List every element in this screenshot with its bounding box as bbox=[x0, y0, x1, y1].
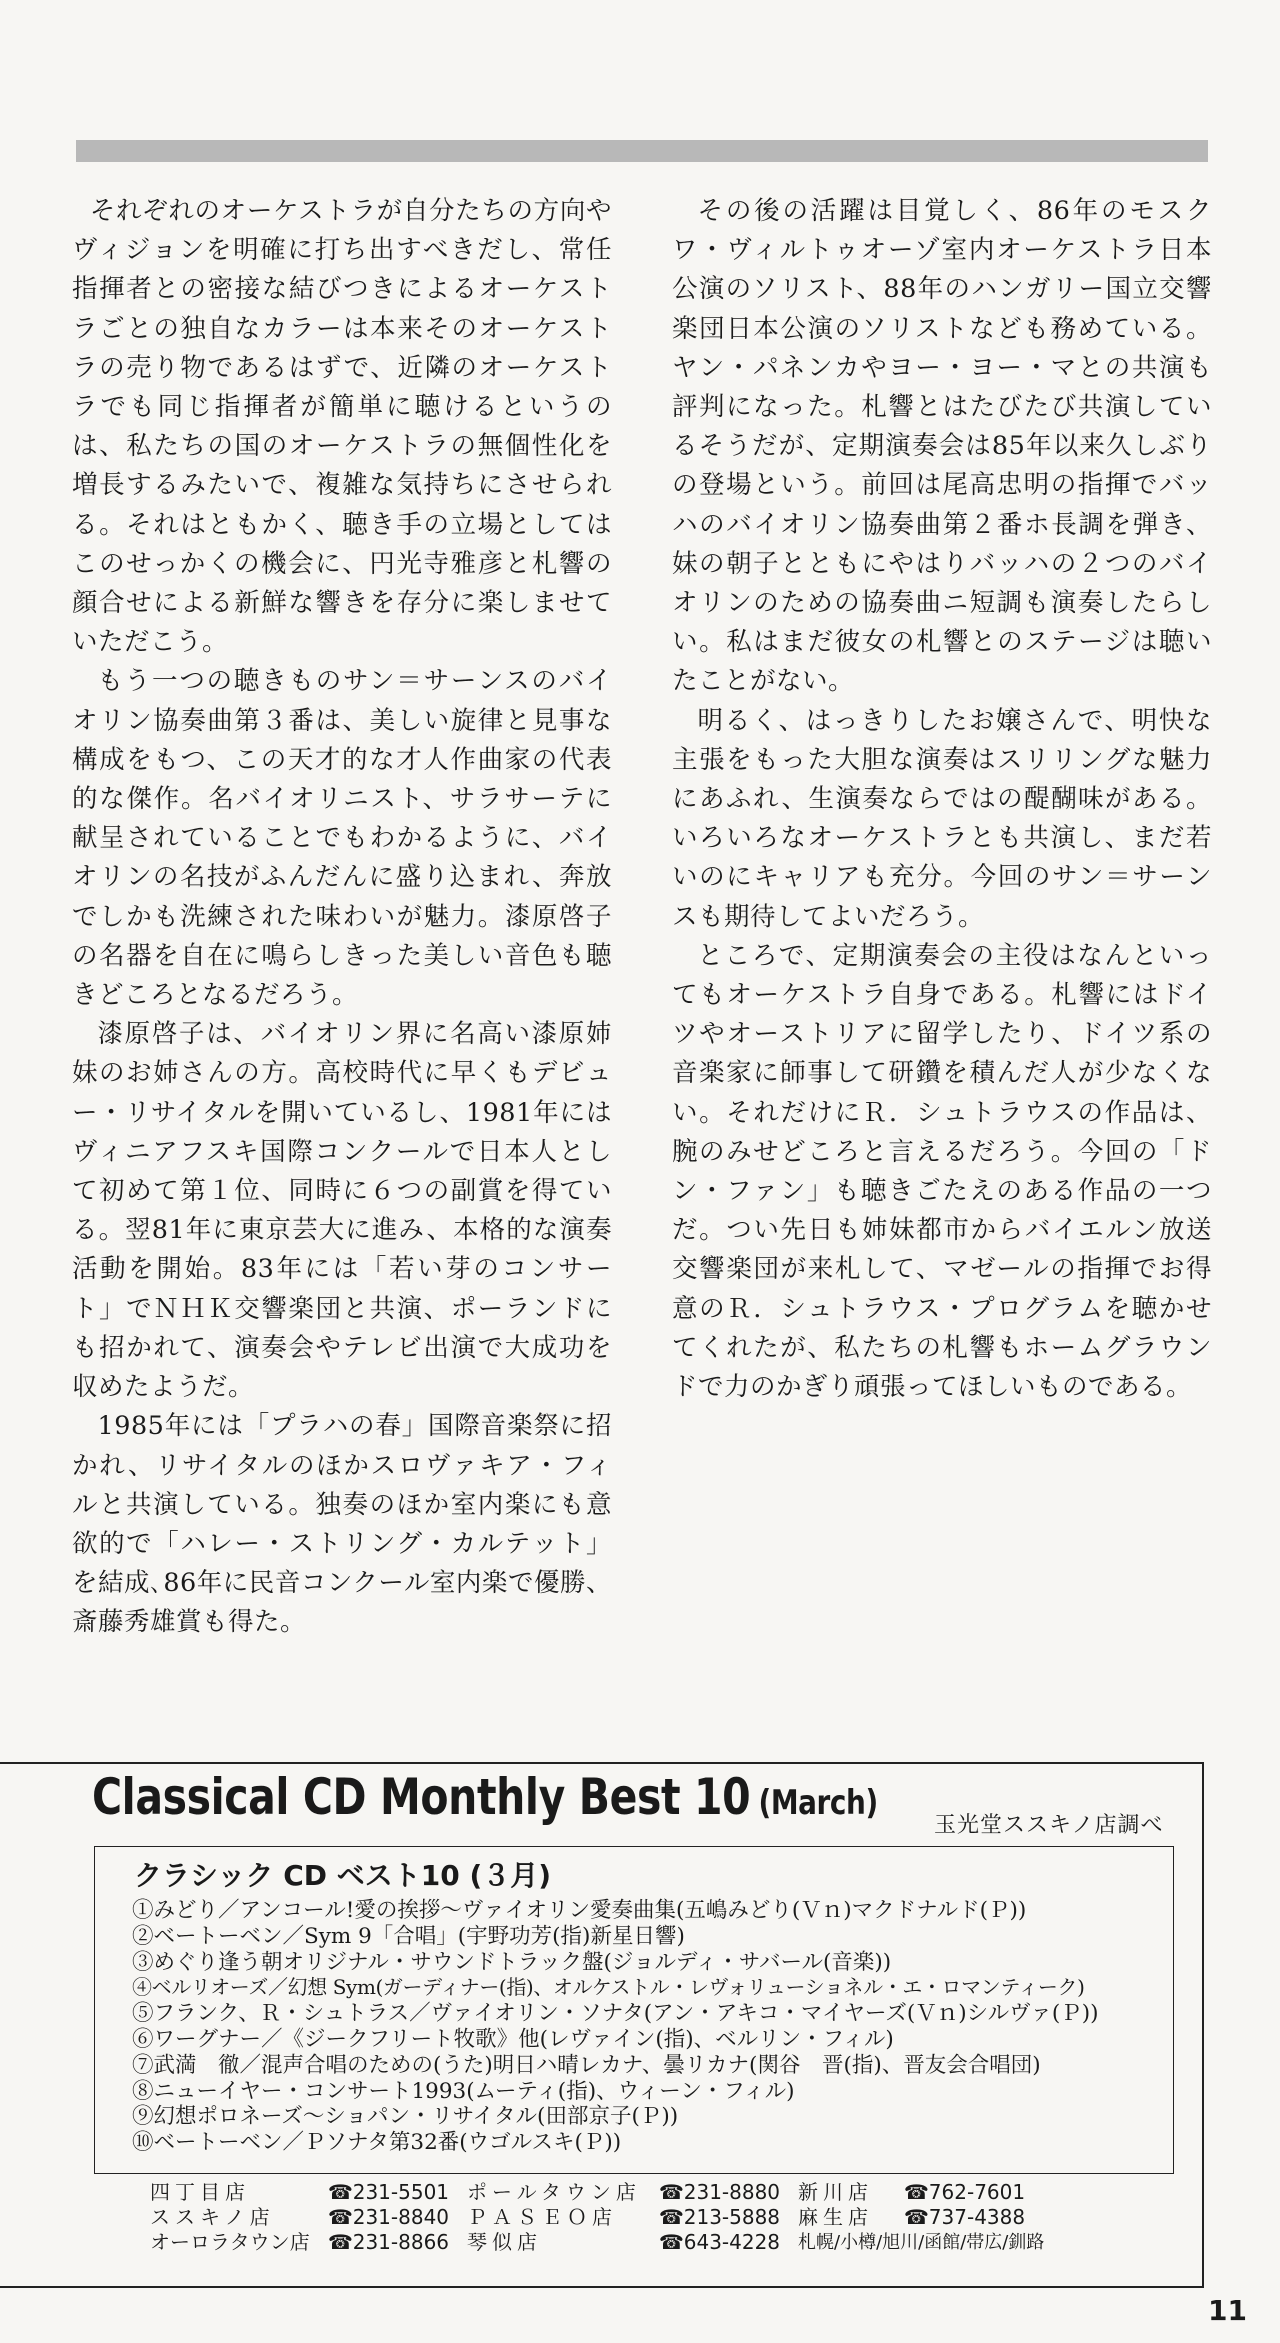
store-phone: ☎231-5501 bbox=[327, 2180, 450, 2204]
article-column-right bbox=[672, 192, 1212, 1407]
store-phone: ☎213-5888 bbox=[658, 2205, 781, 2229]
ranking-item: ⑦武満 徹／混声合唱のための(うた)明日ハ晴レカナ、曇リカナ(関谷 晋(指)、晋友会合唱団) bbox=[132, 2052, 1041, 2078]
paragraph: 漆原啓子は、バイオリン界に名高い漆原姉妹のお姉さんの方。高校時代に早くもデビュー・リサイタルを開いているし、1981年にはヴィニアフスキ国際コンクールで日本人として初めて第１位、同時に６つの副賞を得ている。翌81年に東京芸大に進み、本格的な演奏活動を開始。83年には「若い芽のコンサート」でＮＨＫ交響楽団と共演、ポーランドにも招かれて、演奏会やテレビ出演で大成功を収めたようだ。 bbox=[72, 1019, 612, 1403]
store-name: 四丁目店 bbox=[150, 2180, 250, 2204]
paragraph: 明るく、はっきりしたお嬢さんで、明快な主張をもった大胆な演奏はスリリングな魅力にあふれ、生演奏ならではの醍醐味がある。いろいろなオーケストラとも共演し、まだ若いのにキャリアも充分。今回のサン＝サーンスも期待してよいだろう。 bbox=[672, 705, 1212, 932]
cd-best-heading bbox=[92, 1768, 878, 1826]
store-row bbox=[150, 2180, 1062, 2205]
store-phone: ☎643-4228 bbox=[658, 2230, 781, 2254]
store-name: ススキノ店 bbox=[150, 2205, 275, 2229]
store-phone: ☎231-8866 bbox=[327, 2230, 450, 2254]
ranking-item: ⑥ワーグナー／《ジークフリート牧歌》他(レヴァイン(指)、ベルリン・フィル) bbox=[132, 2026, 894, 2052]
article-column-left bbox=[72, 192, 612, 1643]
ranking-item: ⑤フランク、Ｒ・シュトラス／ヴァイオリン・ソナタ(アン・アキコ・マイヤーズ(Ｖｎ)シルヴァ(Ｐ)) bbox=[132, 2001, 1099, 2027]
store-phone: ☎737-4388 bbox=[903, 2205, 1026, 2229]
paragraph: 1985年には「プラハの春」国際音楽祭に招かれ、リサイタルのほかスロヴァキア・フィルと共演している。独奏のほか室内楽にも意欲的で「ハレー・ストリング・カルテット」を結成､86年に民音コンクール室内楽で優勝、斎藤秀雄賞も得た。 bbox=[72, 1411, 612, 1638]
ranking-title: クラシック CD ベスト10 (３月) bbox=[134, 1859, 552, 1892]
ranking-item: ⑨幻想ポロネーズ〜ショパン・リサイタル(田部京子(Ｐ)) bbox=[132, 2104, 679, 2130]
store-name: オーロラタウン店 bbox=[150, 2230, 310, 2254]
store-name: 琴似店 bbox=[467, 2230, 543, 2254]
ranking-item: ③めぐり逢う朝オリジナル・サウンドトラック盤(ジョルディ・サバール(音楽)) bbox=[132, 1949, 892, 1975]
ranking-item: ⑧ニューイヤー・コンサート1993(ムーティ(指)、ウィーン・フィル) bbox=[132, 2078, 795, 2104]
cd-best-month: (March) bbox=[758, 1783, 878, 1823]
ranking-item: ①みどり／アンコール!愛の挨拶〜ヴァイオリン愛奏曲集(五嶋みどり(Ｖｎ)マクドナルド(Ｐ)) bbox=[132, 1898, 1027, 1923]
paragraph: それぞれのオーケストラが自分たちの方向やヴィジョンを明確に打ち出すべきだし、常任指揮者との密接な結びつきによるオーケストラごとの独自なカラーは本来そのオーケストラの売り物であるはずで、近隣のオーケストラでも同じ指揮者が簡単に聴けるというのは、私たちの国のオーケストラの無個性化を増長するみたいで、複雑な気持ちにさせられる。それはともかく、聴き手の立場としてはこのせっかくの機会に、円光寺雅彦と札響の顔合せによる新鮮な響きを存分に楽しませていただこう。 bbox=[72, 196, 612, 658]
ranking-list bbox=[132, 1898, 1099, 2156]
ranking-item: ②ベートーベン／Sym 9「合唱」(宇野功芳(指)新星日響) bbox=[132, 1923, 685, 1949]
store-row bbox=[150, 2205, 1062, 2230]
cd-best-source: 玉光堂ススキノ店調べ bbox=[934, 1813, 1164, 1838]
store-phone: ☎231-8840 bbox=[327, 2205, 450, 2229]
store-name: 麻生店 bbox=[798, 2205, 874, 2229]
paragraph: もう一つの聴きものサン＝サーンスのバイオリン協奏曲第３番は、美しい旋律と見事な構成をもつ、この天才的な才人作曲家の代表的な傑作。名バイオリニスト、サラサーテに献呈されていることでもわかるように、バイオリンの名技がふんだんに盛り込まれ、奔放でしかも洗練された味わいが魅力。漆原啓子の名器を自在に鳴らしきった美しい音色も聴きどころとなるだろう。 bbox=[72, 666, 612, 1011]
ranking-item: ④ベルリオーズ／幻想 Sym(ガーディナー(指)、オルケストル・レヴォリューショネル・エ・ロマンティーク) bbox=[132, 1975, 1085, 2000]
store-name: ポールタウン店 bbox=[467, 2180, 641, 2204]
store-name: ＰＡＳＥＯ店 bbox=[467, 2205, 618, 2229]
store-phone: ☎231-8880 bbox=[658, 2180, 781, 2204]
page-number: 11 bbox=[1208, 2294, 1247, 2327]
store-list bbox=[150, 2180, 1062, 2255]
paragraph: ところで、定期演奏会の主役はなんといってもオーケストラ自身である。札響にはドイツやオーストリアに留学したり、ドイツ系の音楽家に師事して研鑽を積んだ人が少なくない。それだけにＲ．シュトラウスの作品は、腕のみせどころと言えるだろう。今回の「ドン・ファン」も聴きごたえのある作品の一つだ。つい先日も姉妹都市からバイエルン放送交響楽団が来札して、マゼールの指揮でお得意のＲ．シュトラウス・プログラムを聴かせてくれたが、私たちの札響もホームグラウンドで力のかぎり頑張ってほしいものである。 bbox=[672, 940, 1212, 1403]
ranking-item: ⑩ベートーベン／Ｐソナタ第32番(ウゴルスキ(Ｐ)) bbox=[132, 2130, 622, 2156]
paragraph: その後の活躍は目覚しく、86年のモスクワ・ヴィルトゥオーゾ室内オーケストラ日本公演のソリスト、88年のハンガリー国立交響楽団日本公演のソリストなども務めている。ヤン・パネンカやヨー・ヨー・マとの共演も評判になった。札響とはたびたび共演しているそうだが、定期演奏会は85年以来久しぶりの登場という。前回は尾高忠明の指揮でバッハのバイオリン協奏曲第２番ホ長調を弾き、妹の朝子とともにやはりバッハの２つのバイオリンのための協奏曲ニ短調も演奏したらしい。私はまだ彼女の札響とのステージは聴いたことがない。 bbox=[672, 196, 1212, 697]
store-cities: 札幌/小樽/旭川/函館/帯広/釧路 bbox=[798, 2232, 1045, 2253]
store-phone: ☎762-7601 bbox=[903, 2180, 1026, 2204]
store-name: 新川店 bbox=[798, 2180, 874, 2204]
cd-best-title: Classical CD Monthly Best 10 bbox=[92, 1768, 751, 1826]
store-row bbox=[150, 2230, 1062, 2255]
header-rule bbox=[76, 140, 1208, 162]
